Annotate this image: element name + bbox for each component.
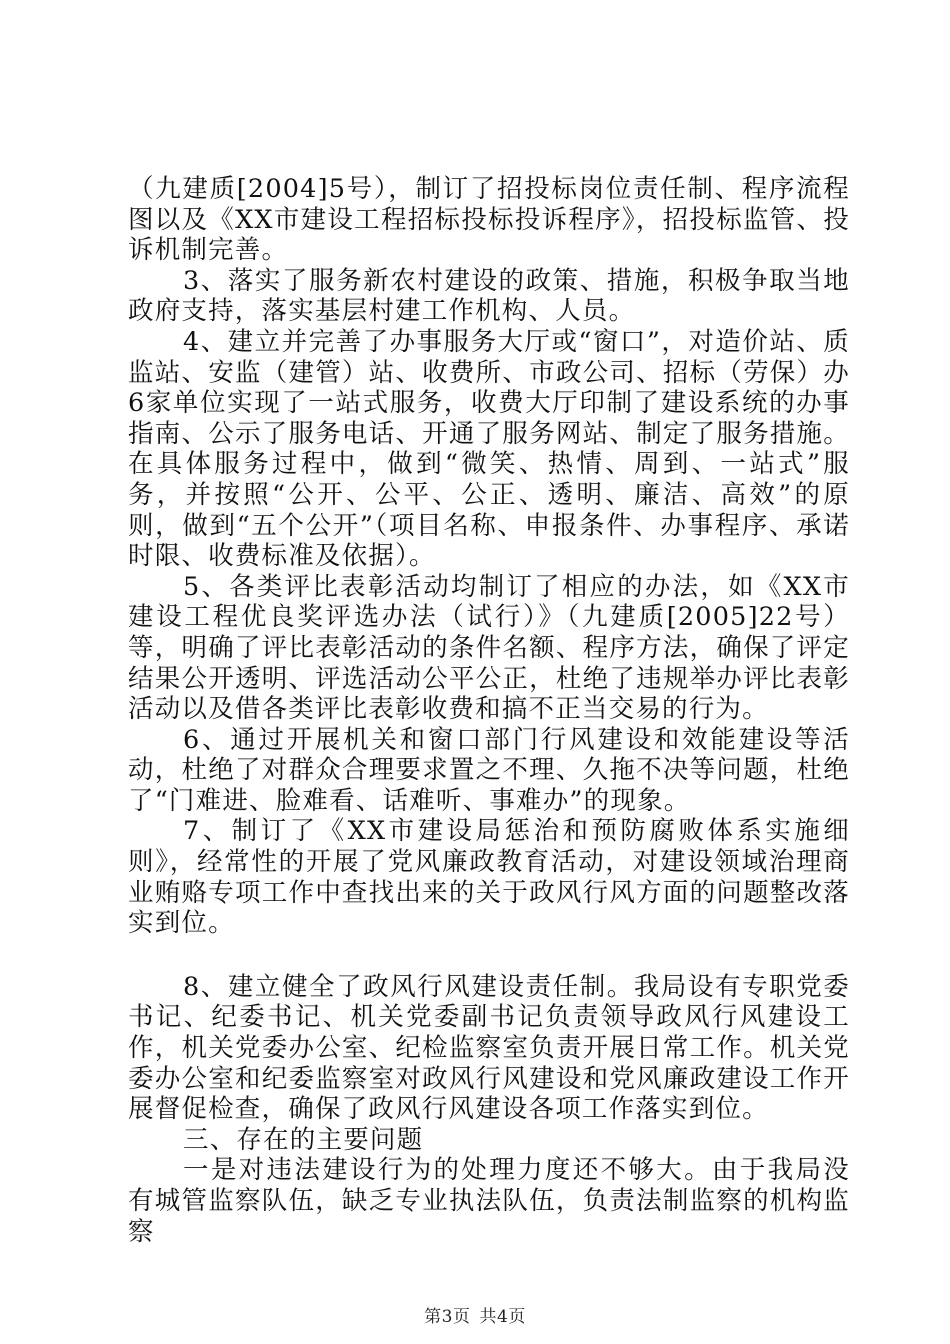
paragraph-problem-1: 一是对违法建设行为的处理力度还不够大。由于我局没有城管监察队伍，缺乏专业执法队伍，负责法制监察的机构监察 bbox=[128, 1155, 850, 1247]
page-footer bbox=[0, 1302, 950, 1327]
paragraph-item-3: 3、落实了服务新农村建设的政策、措施，积极争取当地政府支持，落实基层村建工作机构、人员。 bbox=[128, 265, 850, 327]
paragraph-item-5: 5、各类评比表彰活动均制订了相应的办法，如《XX市建设工程优良奖评选办法（试行）》（九建质[2005]22号）等，明确了评比表彰活动的条件名额、程序方法，确保了评定结果公开透明、评选活动公平公正，杜绝了违规举办评比表彰活动以及借各类评比表彰收费和搞不正当交易的行为。 bbox=[128, 571, 850, 725]
paragraph-spacer bbox=[128, 939, 850, 972]
page-total: 共4页 bbox=[479, 1307, 526, 1327]
document-body bbox=[128, 174, 850, 1247]
paragraph-item-8: 8、建立健全了政风行风建设责任制。我局设有专职党委书记、纪委书记、机关党委副书记负责领导政风行风建设工作，机关党委办公室、纪检监察室负责开展日常工作。机关党委办公室和纪委监察室对政风行风建设和党风廉政建设工作开展督促检查，确保了政风行风建设各项工作落实到位。 bbox=[128, 971, 850, 1125]
paragraph-item-6: 6、通过开展机关和窗口部门行风建设和效能建设等活动，杜绝了对群众合理要求置之不理、久拖不决等问题，杜绝了“门难进、脸难看、话难听、事难办”的现象。 bbox=[128, 724, 850, 816]
section-heading: 三、存在的主要问题 bbox=[183, 1124, 424, 1155]
paragraph-continuation: （九建质[2004]5号），制订了招投标岗位责任制、程序流程图以及《XX市建设工程招标投标投诉程序》，招投标监管、投诉机制完善。 bbox=[128, 174, 850, 266]
paragraph-item-4: 4、建立并完善了办事服务大厅或“窗口”，对造价站、质监站、安监（建管）站、收费所、市政公司、招标（劳保）办6家单位实现了一站式服务，收费大厅印制了建设系统的办事指南、公示了服务电话、开通了服务网站、制定了服务措施。在具体服务过程中，做到“微笑、热情、周到、一站式”服务，并按照“公开、公平、公正、透明、廉洁、高效”的原则，做到“五个公开”（项目名称、申报条件、办事程序、承诺时限、收费标准及依据）。 bbox=[128, 326, 850, 572]
paragraph-item-7: 7、制订了《XX市建设局惩治和预防腐败体系实施细则》，经常性的开展了党风廉政教育活动，对建设领域治理商业贿赂专项工作中查找出来的关于政风行风方面的问题整改落实到位。 bbox=[128, 816, 850, 939]
page-number: 第3页 bbox=[424, 1307, 471, 1327]
